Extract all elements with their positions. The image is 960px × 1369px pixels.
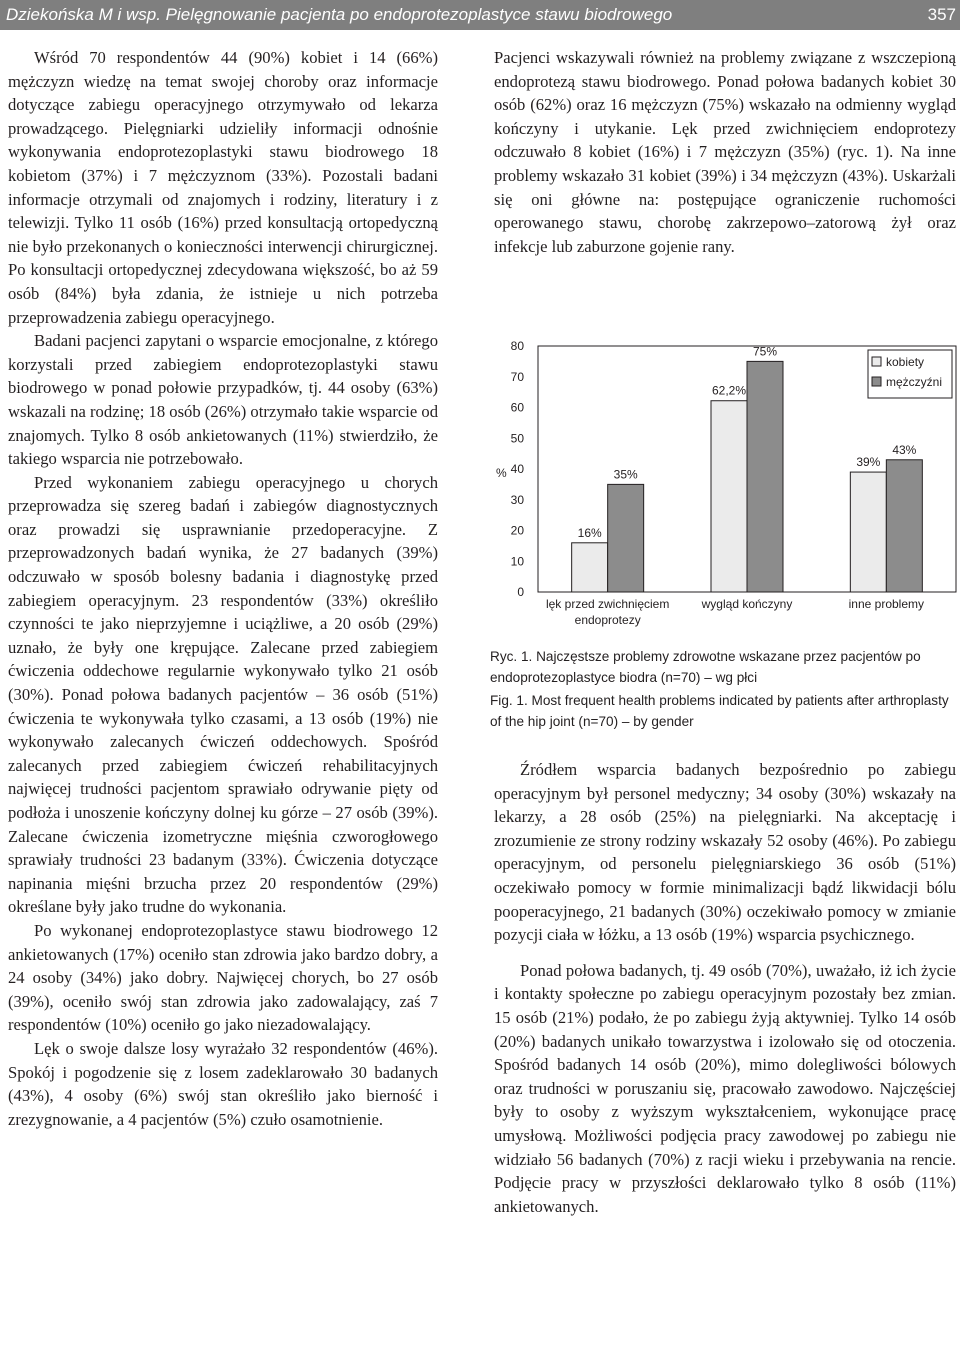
page-number: 357 [927, 5, 956, 24]
bar-women [711, 401, 747, 592]
bar-data-label: 62,2% [711, 383, 747, 398]
bar-data-label: 16% [577, 525, 602, 540]
y-tick-label: 0 [517, 585, 524, 599]
bar-men [886, 460, 922, 592]
y-tick-label: 20 [510, 523, 524, 538]
bar-data-label: 39% [856, 455, 881, 470]
right-column-bottom [494, 758, 956, 1218]
category-label: endoprotezy [574, 613, 641, 627]
running-header [0, 0, 960, 30]
y-tick-label: 70 [510, 369, 524, 384]
bar-women [572, 543, 608, 592]
legend-swatch [872, 357, 881, 366]
paragraph: Po wykonanej endoprotezoplastyce stawu biodrowego 12 ankietowanych (17%) oceniło stan zdrowia jako bardzo dobry, a 24 osoby (34%) jako dobry. Najwięcej chorych, bo 27 osób (39%), oceniło swój stan zdrowia jako zadowalający, zaś 7 respondentów (10%) oceniło go jako niezadowalający. [8, 920, 438, 1035]
y-tick-label: 10 [510, 554, 524, 569]
paragraph: Badani pacjenci zapytani o wsparcie emocjonalne, z którego korzystali przed zabiegiem endoprotezoplastyki stawu biodrowego w ponad połowie przypadków, tj. 44 osoby (63%) wskazali na rodzinę; 18 osób (26%) otrzymało takie wsparcie od znajomych. Tylko 8 osób ankietowanych (11%) stwierdziło, że takiego wsparcia nie potrzebowało. [8, 331, 438, 469]
figure-caption-english: Fig. 1. Most frequent health problems indicated by patients after arthroplasty of the hip joint (n=70) – by gender [490, 693, 949, 729]
paragraph: Przed wykonaniem zabiegu operacyjnego u chorych przeprowadza się szereg badań i zabiegów diagnostycznych oraz prowadzi się usprawnianie przedoperacyjne. Z przeprowadzonych badań wynika, że 27 badanych (39%) odczuwało w sposób bolesny badania i diagnostykę przed zabiegiem operacyjnym. 23 respondentów (33%) określiło czynności te jako nieprzyjemne i uciążliwe, a 20 osób (29%) uznało, że były one krępujące. Zalecane przed zabiegiem ćwiczenia oddechowe regularnie wykonywało tylko 21 osób (30%). Ponad połowa badanych pacjentów – 36 osób (51%) ćwiczenia te wykonywała tylko czasami, a 13 osób (19%) nie wykonywało zalecanych ćwiczeń oddechowych. Spośród zalecanych przed zabiegiem ćwiczeń rehabilitacyjnych najwięcej trudności pacjentom sprawiało odrywanie pięty od podłoża i unoszenie kończyny dolnej ku górze – 27 osób (39%). Zalecane ćwiczenia izometryczne mięśnia czworogłowego sprawiały trudności 23 badanym (33%). Ćwiczenia dotyczące napinania mięśni brzucha przez 20 respondentów (29%) określane były jako trudne do wykonania. [8, 472, 438, 917]
category-label: inne problemy [848, 597, 925, 611]
paragraph: Źródłem wsparcia badanych bezpośrednio po zabiegu operacyjnym był personel medyczny; 34 osoby (30%) wskazały na lekarzy, a 28 osób (25%) na pielęgniarki. Na akceptację i zrozumienie ze strony rodziny wskazały 52 osoby (46%). Po zabiegu operacyjnym, od personelu pielęgniarskiego 36 osób (51%) oczekiwało pomocy w formie minimalizacji bądź likwidacji bólu pooperacyjnego, 21 badanych (30%) oczekiwało pomocy w zmianie pozycji ciała w łóżku, a 13 osób (19%) wsparcia psychicznego. [494, 760, 956, 945]
bar-data-label: 43% [892, 442, 917, 457]
y-tick-label: 30 [510, 492, 524, 507]
y-tick-label: 40 [510, 462, 524, 476]
bar-data-label: 75% [752, 344, 778, 359]
y-tick-label: 60 [510, 400, 524, 415]
right-column-top [494, 46, 956, 258]
y-tick-label: 50 [510, 431, 524, 446]
figure-1-chart [486, 336, 960, 636]
paragraph: Lęk o swoje dalsze losy wyrażało 32 respondentów (46%). Spokój i pogodzenie się z losem zadeklarowało 30 badanych (43%), 4 osoby (6%) swój stan określiło jako bierność i zrezygnowanie, a 4 pacjentów (5%) czuło osamotnienie. [8, 1038, 438, 1129]
bar-men [608, 484, 644, 592]
left-column [8, 46, 438, 1131]
category-label: wygląd kończyny [701, 597, 793, 611]
legend-entry: kobiety [886, 355, 925, 369]
bar-men [747, 361, 783, 592]
legend-swatch [872, 377, 881, 386]
paragraph: Wśród 70 respondentów 44 (90%) kobiet i 14 (66%) mężczyzn wiedzę na temat swojej choroby oraz informacje dotyczące zabiegu operacyjnego otrzymywało od lekarza prowadzącego. Pielęgniarki udzieliły informacji odnośnie wykonywania endoprotezoplastyki stawu biodrowego 18 kobietom (37%) i 7 mężczyznom (33%). Pozostali badani informacje otrzymali od znajomych i rodziny, literatury i z telewizji. Tylko 11 osób (16%) przed konsultacją ortopedyczną nie było przekonanych o konieczności interwencji chirurgicznej. Po konsultacji ortopedycznej zdecydowana większość, bo aż 59 osób (84%) była zdania, że istnieje u nich potrzeba przeprowadzenia zabiegu operacyjnego. [8, 48, 438, 327]
category-label: lęk przed zwichnięciem [545, 597, 670, 611]
bar-women [850, 472, 886, 592]
legend-entry: mężczyźni [886, 375, 943, 389]
bar-chart [486, 336, 960, 636]
running-title: Dziekońska M i wsp. Pielęgnowanie pacjenta po endoprotezoplastyce stawu biodrowego [6, 5, 673, 24]
paragraph: Pacjenci wskazywali również na problemy związane z wszczepioną endoprotezą stawu biodrowego. Ponad połowa badanych kobiet 30 osób (62%) oraz 16 mężczyzn (75%) wskazało na odmienny wygląd kończyny i utykanie. Lęk przed zwichnięciem endoprotezy odczuwało 8 kobiet (16%) i 7 mężczyzn (35%) (ryc. 1). Na inne problemy wskazało 31 kobiet (39%) i 34 mężczyzn (43%). Uskarżali się oni główne na: postępujące ograniczenie ruchomości operowanego stawu, chorobę zakrzepowo–zatorową żył oraz infekcje lub zaburzone gojenie rany. [494, 48, 956, 256]
paragraph: Ponad połowa badanych, tj. 49 osób (70%), uważało, iż ich życie i kontakty społeczne po zabiegu operacyjnym pozostały bez zmian. 15 osób (21%) podało, że po zabiegu żyją aktywniej. Tylko 14 osób (20%) badanych unikało towarzystwa i izolowało się od otoczenia. Spośród badanych 14 osób (20%), mimo dolegliwości bólowych oraz trudności w poruszaniu się, pracowało zawodowo. Najczęściej były to osoby z wyższym wykształceniem, wykonujące pracę umysłową. Możliwości podjęcia pracy zawodowej po zabiegu nie widziało 56 badanych (70%) z racji wieku i przebywania na rencie. Podjęcie pracy w przyszłości deklarowało tylko 8 osób (11%) ankietowanych. [494, 960, 956, 1216]
y-tick-label: 80 [510, 339, 524, 353]
bar-data-label: 35% [613, 467, 638, 482]
figure-caption-polish: Ryc. 1. Najczęstsze problemy zdrowotne wskazane przez pacjentów po endoprotezoplastyce biodra (n=70) – wg płci [490, 649, 921, 685]
y-axis-label: % [496, 466, 507, 480]
